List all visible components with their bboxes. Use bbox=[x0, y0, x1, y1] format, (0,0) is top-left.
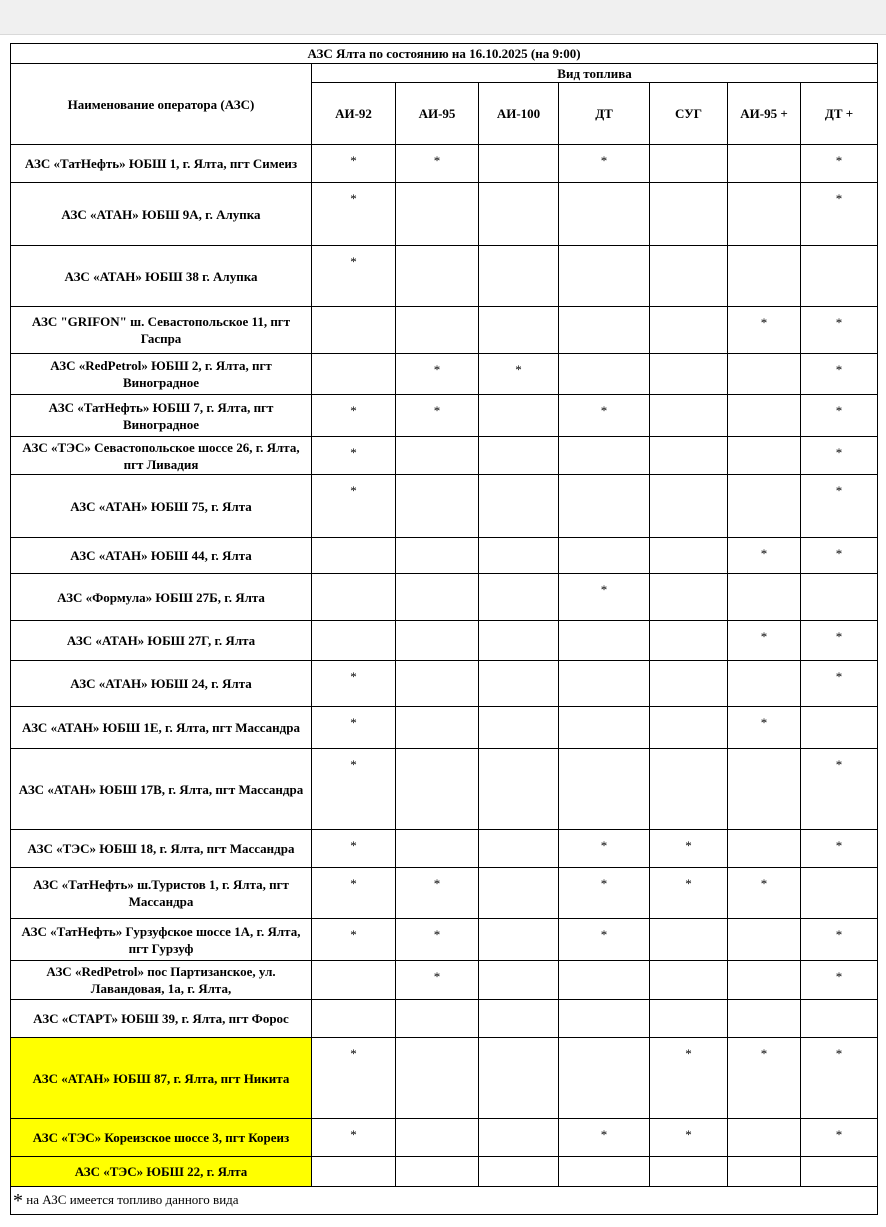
station-row bbox=[11, 961, 878, 1000]
station-name: АЗС «ТЭС» ЮБШ 18, г. Ялта, пгт Массандра bbox=[11, 830, 312, 868]
station-rows bbox=[11, 145, 878, 1187]
fuel-availability-cell bbox=[650, 437, 728, 475]
fuel-availability-cell bbox=[801, 707, 878, 749]
fuel-column-header: АИ-100 bbox=[479, 83, 559, 145]
fuel-availability-cell bbox=[396, 661, 479, 707]
fuel-availability-cell: * bbox=[801, 830, 878, 868]
fuel-availability-cell bbox=[728, 475, 801, 538]
fuel-availability-cell bbox=[396, 437, 479, 475]
fuel-column-header: АИ-92 bbox=[312, 83, 396, 145]
fuel-availability-cell bbox=[479, 961, 559, 1000]
fuel-column-header: ДТ bbox=[559, 83, 650, 145]
fuel-availability-cell: * bbox=[801, 661, 878, 707]
fuel-availability-cell bbox=[479, 395, 559, 437]
fuel-availability-cell bbox=[650, 1157, 728, 1187]
station-name: АЗС «ТЭС» Кореизское шоссе 3, пгт Кореиз bbox=[11, 1119, 312, 1157]
station-row bbox=[11, 621, 878, 661]
fuel-availability-cell bbox=[479, 868, 559, 919]
fuel-availability-cell bbox=[396, 1038, 479, 1119]
station-name: АЗС «ТатНефть» ЮБШ 1, г. Ялта, пгт Симеиз bbox=[11, 145, 312, 183]
fuel-availability-cell: * bbox=[801, 354, 878, 395]
fuel-availability-cell bbox=[396, 574, 479, 621]
station-name: АЗС «Формула» ЮБШ 27Б, г. Ялта bbox=[11, 574, 312, 621]
fuel-availability-cell bbox=[728, 145, 801, 183]
fuel-availability-cell: * bbox=[728, 307, 801, 354]
fuel-availability-cell bbox=[559, 749, 650, 830]
fuel-availability-cell: * bbox=[650, 830, 728, 868]
station-row bbox=[11, 707, 878, 749]
fuel-availability-cell bbox=[559, 1000, 650, 1038]
fuel-availability-cell: * bbox=[312, 475, 396, 538]
fuel-availability-cell bbox=[396, 183, 479, 246]
fuel-availability-cell bbox=[479, 246, 559, 307]
station-name: АЗС «ТатНефть» ЮБШ 7, г. Ялта, пгт Виноградное bbox=[11, 395, 312, 437]
fuel-availability-cell: * bbox=[396, 868, 479, 919]
fuel-availability-cell bbox=[728, 183, 801, 246]
fuel-availability-cell: * bbox=[728, 621, 801, 661]
station-row bbox=[11, 145, 878, 183]
fuel-availability-cell bbox=[312, 961, 396, 1000]
footnote-text: на АЗС имеется топливо данного вида bbox=[26, 1192, 239, 1207]
fuel-availability-cell: * bbox=[801, 538, 878, 574]
fuel-availability-cell bbox=[479, 183, 559, 246]
fuel-availability-cell: * bbox=[650, 1119, 728, 1157]
fuel-availability-cell: * bbox=[312, 246, 396, 307]
fuel-availability-cell bbox=[559, 621, 650, 661]
fuel-availability-cell: * bbox=[728, 707, 801, 749]
fuel-availability-cell bbox=[479, 437, 559, 475]
fuel-availability-cell bbox=[650, 749, 728, 830]
station-row bbox=[11, 1000, 878, 1038]
fuel-availability-cell: * bbox=[312, 830, 396, 868]
fuel-availability-cell bbox=[312, 354, 396, 395]
fuel-availability-cell bbox=[396, 1000, 479, 1038]
fuel-availability-cell: * bbox=[312, 1119, 396, 1157]
station-name: АЗС «АТАН» ЮБШ 38 г. Алупка bbox=[11, 246, 312, 307]
station-row bbox=[11, 395, 878, 437]
fuel-availability-cell bbox=[312, 1157, 396, 1187]
fuel-availability-cell: * bbox=[801, 919, 878, 961]
fuel-availability-cell bbox=[650, 145, 728, 183]
fuel-availability-cell bbox=[396, 621, 479, 661]
station-row bbox=[11, 246, 878, 307]
station-row bbox=[11, 749, 878, 830]
fuel-availability-cell: * bbox=[312, 183, 396, 246]
fuel-availability-cell: * bbox=[559, 395, 650, 437]
fuel-availability-cell: * bbox=[312, 749, 396, 830]
fuel-availability-cell: * bbox=[801, 145, 878, 183]
fuel-availability-cell bbox=[728, 749, 801, 830]
fuel-availability-cell: * bbox=[312, 919, 396, 961]
fuel-availability-cell bbox=[559, 1157, 650, 1187]
fuel-availability-cell bbox=[396, 475, 479, 538]
fuel-availability-cell bbox=[650, 246, 728, 307]
fuel-availability-cell bbox=[479, 707, 559, 749]
fuel-availability-cell bbox=[396, 707, 479, 749]
station-row bbox=[11, 183, 878, 246]
station-name: АЗС «СТАРТ» ЮБШ 39, г. Ялта, пгт Форос bbox=[11, 1000, 312, 1038]
fuel-availability-cell bbox=[650, 661, 728, 707]
fuel-availability-cell: * bbox=[801, 475, 878, 538]
fuel-column-header: СУГ bbox=[650, 83, 728, 145]
fuel-availability-cell bbox=[479, 830, 559, 868]
fuel-column-header: ДТ + bbox=[801, 83, 878, 145]
fuel-availability-cell: * bbox=[396, 961, 479, 1000]
browser-top-bar bbox=[0, 0, 886, 35]
fuel-availability-cell bbox=[479, 145, 559, 183]
table-title: АЗС Ялта по состоянию на 16.10.2025 (на 9:00) bbox=[11, 44, 878, 64]
fuel-availability-cell bbox=[650, 707, 728, 749]
fuel-availability-cell: * bbox=[396, 395, 479, 437]
fuel-availability-cell: * bbox=[479, 354, 559, 395]
fuel-availability-cell bbox=[479, 307, 559, 354]
fuel-availability-cell bbox=[559, 183, 650, 246]
station-name: АЗС «АТАН» ЮБШ 17В, г. Ялта, пгт Массандра bbox=[11, 749, 312, 830]
fuel-availability-cell bbox=[650, 919, 728, 961]
fuel-availability-cell: * bbox=[801, 395, 878, 437]
fuel-availability-cell bbox=[312, 1000, 396, 1038]
fuel-availability-cell bbox=[479, 661, 559, 707]
fuel-availability-cell bbox=[650, 538, 728, 574]
fuel-availability-cell bbox=[479, 538, 559, 574]
fuel-availability-cell bbox=[650, 307, 728, 354]
fuel-availability-cell bbox=[728, 1119, 801, 1157]
fuel-availability-cell bbox=[312, 574, 396, 621]
fuel-availability-cell bbox=[479, 749, 559, 830]
fuel-availability-cell: * bbox=[559, 574, 650, 621]
station-row bbox=[11, 1119, 878, 1157]
fuel-availability-cell bbox=[650, 475, 728, 538]
fuel-availability-cell bbox=[396, 830, 479, 868]
fuel-availability-cell bbox=[559, 1038, 650, 1119]
fuel-availability-cell bbox=[479, 1038, 559, 1119]
fuel-availability-cell bbox=[650, 1000, 728, 1038]
fuel-availability-cell: * bbox=[396, 354, 479, 395]
fuel-availability-cell bbox=[559, 246, 650, 307]
fuel-availability-cell: * bbox=[801, 749, 878, 830]
fuel-availability-cell bbox=[312, 307, 396, 354]
fuel-availability-cell: * bbox=[559, 145, 650, 183]
fuel-availability-cell bbox=[801, 868, 878, 919]
fuel-availability-cell bbox=[650, 621, 728, 661]
fuel-availability-cell: * bbox=[559, 830, 650, 868]
station-row bbox=[11, 1038, 878, 1119]
fuel-availability-cell bbox=[312, 538, 396, 574]
station-name: АЗС "GRIFON" ш. Севастопольское 11, пгт Гаспра bbox=[11, 307, 312, 354]
station-row bbox=[11, 307, 878, 354]
fuel-availability-cell: * bbox=[801, 961, 878, 1000]
footnote-mark: * bbox=[13, 1190, 23, 1212]
station-name: АЗС «ТЭС» ЮБШ 22, г. Ялта bbox=[11, 1157, 312, 1187]
fuel-availability-cell bbox=[801, 246, 878, 307]
fuel-availability-table bbox=[10, 43, 878, 1215]
fuel-availability-cell bbox=[479, 475, 559, 538]
fuel-availability-cell: * bbox=[801, 621, 878, 661]
station-row bbox=[11, 1157, 878, 1187]
footnote bbox=[11, 1187, 878, 1215]
station-row bbox=[11, 919, 878, 961]
fuel-availability-cell bbox=[479, 1119, 559, 1157]
fuel-availability-cell bbox=[312, 621, 396, 661]
station-name: АЗС «ТатНефть» Гурзуфское шоссе 1А, г. Ялта, пгт Гурзуф bbox=[11, 919, 312, 961]
station-row bbox=[11, 574, 878, 621]
station-name: АЗС «АТАН» ЮБШ 24, г. Ялта bbox=[11, 661, 312, 707]
fuel-availability-cell: * bbox=[728, 538, 801, 574]
fuel-availability-cell: * bbox=[801, 183, 878, 246]
fuel-availability-cell bbox=[479, 1157, 559, 1187]
fuel-column-header: АИ-95 + bbox=[728, 83, 801, 145]
fuel-availability-cell: * bbox=[559, 919, 650, 961]
fuel-availability-cell bbox=[396, 1157, 479, 1187]
operator-column-header: Наименование оператора (АЗС) bbox=[11, 64, 312, 145]
fuel-availability-cell bbox=[479, 919, 559, 961]
station-name: АЗС «АТАН» ЮБШ 1Е, г. Ялта, пгт Массандра bbox=[11, 707, 312, 749]
fuel-availability-cell: * bbox=[801, 1119, 878, 1157]
fuel-availability-cell: * bbox=[801, 307, 878, 354]
fuel-availability-cell bbox=[396, 307, 479, 354]
fuel-availability-cell bbox=[559, 661, 650, 707]
fuel-column-header: АИ-95 bbox=[396, 83, 479, 145]
fuel-availability-cell bbox=[728, 1000, 801, 1038]
fuel-availability-cell bbox=[396, 538, 479, 574]
fuel-availability-cell bbox=[559, 961, 650, 1000]
fuel-availability-cell bbox=[650, 961, 728, 1000]
fuel-availability-cell bbox=[559, 354, 650, 395]
station-row bbox=[11, 661, 878, 707]
fuel-availability-cell: * bbox=[650, 1038, 728, 1119]
fuel-availability-cell bbox=[559, 437, 650, 475]
station-name: АЗС «RedPetrol» ЮБШ 2, г. Ялта, пгт Виноградное bbox=[11, 354, 312, 395]
fuel-availability-cell bbox=[479, 574, 559, 621]
fuel-availability-cell bbox=[728, 830, 801, 868]
fuel-group-header: Вид топлива bbox=[312, 64, 878, 83]
fuel-availability-cell bbox=[728, 961, 801, 1000]
fuel-availability-cell: * bbox=[312, 868, 396, 919]
fuel-availability-cell bbox=[559, 475, 650, 538]
fuel-availability-cell: * bbox=[312, 661, 396, 707]
fuel-availability-cell bbox=[728, 919, 801, 961]
fuel-availability-cell bbox=[728, 354, 801, 395]
fuel-availability-cell bbox=[650, 395, 728, 437]
fuel-availability-cell bbox=[396, 749, 479, 830]
fuel-availability-cell: * bbox=[396, 919, 479, 961]
fuel-availability-cell bbox=[728, 437, 801, 475]
fuel-availability-cell: * bbox=[801, 437, 878, 475]
station-name: АЗС «ТЭС» Севастопольское шоссе 26, г. Ялта, пгт Ливадия bbox=[11, 437, 312, 475]
fuel-availability-cell bbox=[396, 1119, 479, 1157]
fuel-availability-cell bbox=[479, 621, 559, 661]
station-name: АЗС «АТАН» ЮБШ 27Г, г. Ялта bbox=[11, 621, 312, 661]
fuel-availability-cell: * bbox=[559, 868, 650, 919]
fuel-availability-cell bbox=[559, 538, 650, 574]
fuel-availability-cell: * bbox=[312, 145, 396, 183]
station-row bbox=[11, 437, 878, 475]
station-name: АЗС «АТАН» ЮБШ 87, г. Ялта, пгт Никита bbox=[11, 1038, 312, 1119]
fuel-availability-cell: * bbox=[801, 1038, 878, 1119]
station-row bbox=[11, 830, 878, 868]
fuel-availability-cell bbox=[650, 574, 728, 621]
station-row bbox=[11, 354, 878, 395]
fuel-availability-cell bbox=[728, 661, 801, 707]
station-name: АЗС «АТАН» ЮБШ 9А, г. Алупка bbox=[11, 183, 312, 246]
fuel-availability-cell bbox=[801, 574, 878, 621]
fuel-availability-cell: * bbox=[728, 1038, 801, 1119]
station-row bbox=[11, 475, 878, 538]
fuel-availability-cell bbox=[650, 354, 728, 395]
fuel-availability-cell: * bbox=[559, 1119, 650, 1157]
station-name: АЗС «RedPetrol» пос Партизанское, ул. Лавандовая, 1а, г. Ялта, bbox=[11, 961, 312, 1000]
fuel-availability-cell bbox=[801, 1157, 878, 1187]
fuel-availability-cell bbox=[479, 1000, 559, 1038]
fuel-availability-cell bbox=[801, 1000, 878, 1038]
fuel-availability-cell bbox=[728, 1157, 801, 1187]
fuel-availability-cell bbox=[728, 395, 801, 437]
station-name: АЗС «АТАН» ЮБШ 44, г. Ялта bbox=[11, 538, 312, 574]
station-name: АЗС «АТАН» ЮБШ 75, г. Ялта bbox=[11, 475, 312, 538]
fuel-availability-cell: * bbox=[650, 868, 728, 919]
fuel-availability-cell: * bbox=[396, 145, 479, 183]
station-row bbox=[11, 538, 878, 574]
fuel-availability-cell: * bbox=[312, 395, 396, 437]
fuel-availability-cell bbox=[728, 246, 801, 307]
fuel-availability-cell bbox=[728, 574, 801, 621]
fuel-availability-cell: * bbox=[312, 1038, 396, 1119]
fuel-availability-cell: * bbox=[312, 437, 396, 475]
fuel-availability-cell bbox=[650, 183, 728, 246]
fuel-availability-cell: * bbox=[728, 868, 801, 919]
fuel-availability-cell bbox=[559, 707, 650, 749]
station-name: АЗС «ТатНефть» ш.Туристов 1, г. Ялта, пгт Массандра bbox=[11, 868, 312, 919]
fuel-availability-cell bbox=[396, 246, 479, 307]
fuel-availability-cell bbox=[559, 307, 650, 354]
fuel-availability-cell: * bbox=[312, 707, 396, 749]
station-row bbox=[11, 868, 878, 919]
